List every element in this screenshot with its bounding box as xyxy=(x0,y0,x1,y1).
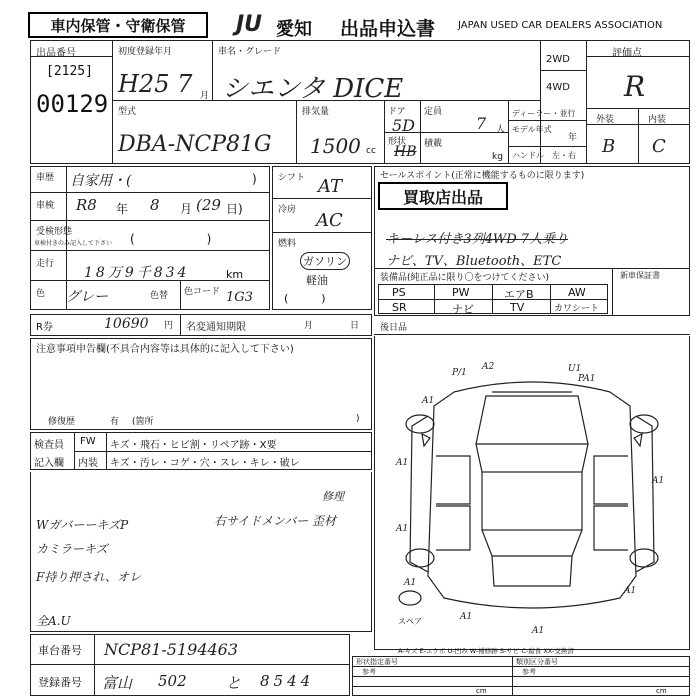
sales-point-label: セールスポイント(正常に機能するものに限ります) xyxy=(380,171,585,181)
plate-region: 富山 xyxy=(102,674,133,692)
inspection-label: 受検形態 xyxy=(36,227,73,237)
mileage-value: 18万9千834 xyxy=(84,265,190,281)
ac-value: AC xyxy=(316,210,343,231)
model-year-label: モデル年式 xyxy=(512,125,552,134)
recycle-label: R券 xyxy=(36,322,53,333)
rating-value: R xyxy=(624,70,646,103)
model-label: 型式 xyxy=(118,107,137,117)
equip-ps: PS xyxy=(392,286,406,299)
person-unit: 人 xyxy=(496,125,506,135)
usage-value: 自家用・( xyxy=(70,173,132,189)
footer-r2: 参考 xyxy=(362,668,376,676)
shift-value: AT xyxy=(318,176,343,197)
door-value: 5D xyxy=(392,116,416,135)
month-unit: 月 xyxy=(200,91,210,101)
sales-line2: ナビ、TV、Bluetooth、ETC xyxy=(386,254,562,269)
shape-label: 形状 xyxy=(388,137,407,147)
dealer-label: ディーラー・並行 xyxy=(512,109,576,118)
damage-legend: A-キズ E-エクボ U-凹み W-補修跡 S-サビ C-腐食 XX-交換済 xyxy=(398,647,574,655)
plate-class: 502 xyxy=(158,672,187,690)
form-title: 出品申込書 xyxy=(340,18,436,40)
shaken-year-unit: 年 xyxy=(116,202,129,216)
equip-navi: ナビ xyxy=(452,303,474,316)
displacement-value: 1500 xyxy=(310,134,361,158)
dmg-mark-12: A1 xyxy=(532,626,545,636)
interior-insp-label: 内装 xyxy=(78,458,98,469)
color-code-value: 1G3 xyxy=(226,290,253,305)
lot-label: 出品番号 xyxy=(36,48,76,59)
notice-day-unit: 日 xyxy=(350,321,360,331)
shaken-month-unit: 月 xyxy=(180,202,193,216)
dmg-mark-9: A1 xyxy=(404,578,417,588)
logo-text: JU xyxy=(236,12,263,37)
color-label: 色 xyxy=(36,289,46,299)
usage-close: ) xyxy=(252,172,257,186)
mileage-unit: km xyxy=(226,268,244,281)
first-reg-value: H25 7 xyxy=(118,70,193,98)
drive-4wd: 4WD xyxy=(546,82,570,93)
new-warranty-label: 新車保証書 xyxy=(620,271,660,280)
insp-note-1: WガバーーキズP xyxy=(36,518,129,532)
inspection-paren: ( ) xyxy=(130,232,212,246)
notice-month-unit: 月 xyxy=(304,321,314,331)
org-name: 愛知 xyxy=(276,19,312,40)
equipment-label: 装備品(純正品に限り〇をつけてください) xyxy=(380,273,550,283)
equip-aw: AW xyxy=(568,286,586,299)
insp-note-3: F持り押され、オレ xyxy=(36,570,142,584)
drive-2wd: 2WD xyxy=(546,54,570,65)
plate-number: 8544 xyxy=(260,672,315,690)
dmg-mark-8: A1 xyxy=(396,524,409,534)
footer-r1: 形状指定番号 xyxy=(356,658,398,666)
color-shade-label: 色替 xyxy=(150,291,169,301)
interior-label: 内装 xyxy=(648,115,667,125)
plate-label: 登録番号 xyxy=(38,676,82,689)
footer-cm-1: cm xyxy=(476,687,487,695)
fw-items: キズ・飛石・ヒビ割・リペア跡・X要 xyxy=(110,440,277,451)
footer-r3: 類別区分番号 xyxy=(516,658,558,666)
interior-insp-items: キズ・汚レ・コゲ・穴・スレ・キレ・破レ xyxy=(110,458,300,469)
insp-note-2: カミラーキズ xyxy=(36,542,108,556)
year-unit: 年 xyxy=(568,133,578,143)
dmg-mark-7: A1 xyxy=(652,476,665,486)
equip-sr: SR xyxy=(392,301,407,314)
usage-label: 車歴 xyxy=(36,173,55,183)
car-name-value: シエンタ DICE xyxy=(222,74,404,104)
equip-tv: TV xyxy=(510,301,525,314)
equip-airbag: エアB xyxy=(504,288,534,301)
repair-place: (箇所 xyxy=(132,417,154,427)
shaken-month: 8 xyxy=(150,196,160,214)
dmg-mark-11: A1 xyxy=(460,612,473,622)
handle-label: ハンドル 左・右 xyxy=(512,151,576,160)
fuel-gasoline: ガソリン xyxy=(300,252,350,270)
equip-pw: PW xyxy=(452,286,470,299)
later-item-label: 後日品 xyxy=(380,323,408,333)
load-label: 積載 xyxy=(424,139,443,149)
kaitori-stamp: 買取店出品 xyxy=(378,182,508,210)
footer-r4: 参考 xyxy=(522,668,536,676)
exterior-label: 外装 xyxy=(596,115,615,125)
car-name-label: 車名・グレード xyxy=(218,47,282,57)
lot-subnumber: [2125] xyxy=(46,64,93,79)
insp-note-4: 全A.U xyxy=(36,614,71,628)
sales-line1: キーレス付き3列4WD 7人乗り xyxy=(386,232,569,247)
car-diagram xyxy=(374,336,690,646)
shaken-day: (29 xyxy=(196,196,221,214)
association-name: JAPAN USED CAR DEALERS ASSOCIATION xyxy=(458,20,663,31)
color-code-label: 色コード xyxy=(184,287,221,297)
exterior-value: B xyxy=(602,136,616,157)
notes-label: 注意事項申告欄(不具合内容等は具体的に記入して下さい) xyxy=(36,344,294,355)
recycle-value: 10690 xyxy=(104,316,149,332)
dmg-mark-6: A1 xyxy=(396,458,409,468)
shaken-day-unit: 日) xyxy=(226,202,243,216)
mileage-label: 走行 xyxy=(36,259,55,269)
shaken-label: 車検 xyxy=(36,201,55,211)
interior-value: C xyxy=(652,136,666,157)
model-value: DBA-NCP81G xyxy=(118,132,272,157)
kg-unit: kg xyxy=(492,152,503,162)
fw-label: FW xyxy=(80,436,96,447)
storage-stamp: 車内保管・守衛保管 xyxy=(28,12,208,38)
equipment-grid xyxy=(378,284,608,314)
recycle-unit: 円 xyxy=(164,321,174,331)
shape-value: HB xyxy=(394,144,417,160)
notice-label: 名変通知期限 xyxy=(186,322,246,333)
lot-number: 00129 xyxy=(36,90,109,118)
insp-note-5: 右サイドメンバー 歪材 xyxy=(214,514,337,528)
inspector-label2: 記入欄 xyxy=(34,458,64,469)
rating-label: 評価点 xyxy=(612,48,642,59)
shaken-era: R8 xyxy=(76,196,97,214)
capacity-label: 定員 xyxy=(424,107,443,117)
spare-label: スペア xyxy=(398,617,422,626)
dmg-mark-4: PA1 xyxy=(578,374,596,384)
fuel-label: 燃料 xyxy=(278,239,297,249)
repair-close: ) xyxy=(356,414,360,424)
plate-kana: と xyxy=(226,674,242,692)
dmg-mark-2: A2 xyxy=(482,362,495,372)
fuel-diesel: 軽油 xyxy=(306,274,328,287)
ac-label: 冷房 xyxy=(278,205,297,215)
dmg-mark-1: P/1 xyxy=(452,368,467,378)
chassis-value: NCP81-5194463 xyxy=(104,640,239,659)
repair-value: 有 xyxy=(110,417,120,427)
dmg-mark-3: U1 xyxy=(568,364,582,374)
displacement-label: 排気量 xyxy=(302,107,330,117)
equip-kawa-seat: カワシート xyxy=(554,304,600,314)
fuel-paren: ( ) xyxy=(284,292,326,305)
cc-unit: cc xyxy=(366,146,376,156)
repair-label: 修復歴 xyxy=(48,417,76,427)
door-label: ドア xyxy=(388,107,406,117)
shift-label: シフト xyxy=(278,173,306,183)
first-reg-label: 初度登録年月 xyxy=(118,47,173,57)
inspector-label1: 検査員 xyxy=(34,440,64,451)
chassis-label: 車台番号 xyxy=(38,644,82,657)
inspection-note: 車検付きのみ記入して下さい xyxy=(34,240,113,247)
logo xyxy=(232,14,272,38)
footer-cm-2: cm xyxy=(656,687,667,695)
insp-note-6: 修理 xyxy=(322,490,344,503)
dmg-mark-5: A1 xyxy=(422,396,435,406)
color-value: グレー xyxy=(66,289,108,305)
dmg-mark-10: A1 xyxy=(624,586,637,596)
capacity-value: 7 xyxy=(476,114,487,133)
